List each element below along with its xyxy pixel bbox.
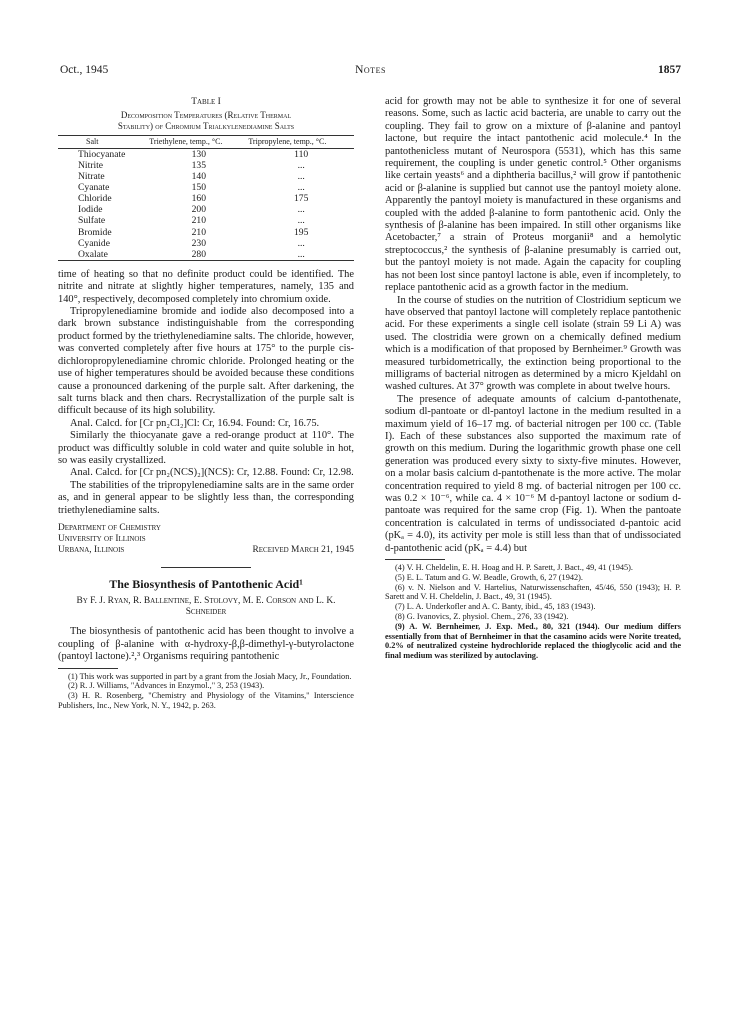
table-row [58,249,354,261]
col-header-tripropylene: Tripropylene, temp., °C. [248,136,354,149]
col-header-salt: Salt [58,136,149,149]
table-cell-salt: Chloride [78,193,112,205]
table-caption: Decomposition Temperatures (Relative Thermal Stability) of Chromium Trialkylenediamine Salts [117,110,295,132]
footnote: (2) R. J. Williams, "Advances in Enzymol.," 3, 253 (1943). [68,681,265,691]
article-title: The Biosynthesis of Pantothenic Acid¹ [109,576,303,591]
table-row [58,215,354,226]
body-paragraph: acid for growth may not be able to synthesize it for one of several reasons. Some, such as lactic acid bacteria, are unable to carry out the coupling. They fail to grow on a mixture of β-alanine and pantoyl lactone, but require the intact pantothenic acid molecule.⁴ In the pantothenicless mutant of Neurospora (5531), which has this same requirement, the coupling is under genetic control.⁵ Other organisms like certain yeasts⁶ and a diphtheria bacillus,² will grow if pantothenic acid or β-alanine is supplied but cannot use the pantoyl moiety alone. Apparently the pantoyl moiety is manufactured in these organisms and coupled with the added β-alanine to form pantothenic acid. Only the synthesis of β-alanine has been impaired. In still other organisms like Acetobacter,⁷ a strain of Proteus morganii⁸ and a hemolytic streptococcus,² the synthesis of β-alanine presumably is carried out, but the pantoyl moiety is not made. Again the capacity for coupling has not been lost since pantoyl lactone is able, even if incompletely, to replace pantothenic acid as a growth factor in the medium. [385,96,681,294]
footnote: (9) A. W. Bernheimer, J. Exp. Med., 80, 321 (1944). Our medium differs essentially from that of Bernheimer in that the casamino acids were Norite treated, 0.2% of neutralized cysteine hydrochloride replaced the thioglycolic acid and the final medium was sterilized by autoclaving. [385,621,681,661]
table-cell-salt: Nitrate [78,171,105,183]
right-column [385,96,681,661]
table-row [58,204,354,215]
table-cell-salt: Cyanide [78,237,110,249]
table-cell-salt: Iodide [78,204,103,216]
table-row [58,171,354,182]
body-paragraph: The stabilities of the tripropylenediamine salts are in the same order as, and in general appear to be slightly less than, the corresponding triethylenediamine salts. [58,479,354,516]
footnote: (3) H. R. Rosenberg, "Chemistry and Physiology of the Vitamins," Interscience Publishers, Inc., New York, N. Y., 1942, p. 263. [58,691,354,710]
table-cell-tripropylene: ... [297,204,305,216]
page-header [60,64,681,80]
table-row [58,148,354,160]
table-cell-tripropylene: ... [297,215,305,227]
table-cell-salt: Thiocyanate [78,148,126,160]
university: University of Illinois [58,533,146,544]
page-number: 1857 [658,64,681,76]
department: Department of Chemistry [58,522,161,533]
intro-paragraph: The biosynthesis of pantothenic acid has been thought to involve a coupling of β-alanine with α-hydroxy-β,β-dimethyl-γ-butyrolactone (pantoyl lactone).²,³ Organisms requiring pantothenic [58,626,354,663]
footnote: (4) V. H. Cheldelin, E. H. Hoag and H. P. Sarett, J. Bact., 49, 41 (1945). [395,563,633,573]
table-cell-triethylene: 200 [191,204,206,216]
body-paragraph: Similarly the thiocyanate gave a red-orange product at 110°. The product was difficultly soluble in cold water and quite soluble in hot, so was easily crystallized. [58,430,354,466]
table-row [58,193,354,204]
analysis-paragraph: Anal. Calcd. for [Cr pn₂Cl₂]Cl: Cr, 16.94. Found: Cr, 16.75. [70,417,320,429]
table-row [58,227,354,238]
table-cell-triethylene: 130 [191,148,206,160]
left-column [58,96,354,711]
footnote: (5) E. L. Tatum and G. W. Beadle, Growth, 6, 27 (1942). [395,572,583,582]
col-header-triethylene: Triethylene, temp., °C. [149,136,248,149]
table-cell-salt: Oxalate [78,248,108,260]
table-cell-tripropylene: 110 [294,148,309,160]
table-cell-tripropylene: ... [297,160,305,171]
table-row [58,182,354,193]
footnote-divider [58,668,118,669]
table-cell-triethylene: 210 [191,215,206,227]
table-cell-tripropylene: 195 [293,226,309,238]
table-cell-triethylene: 280 [191,248,206,260]
table-cell-triethylene: 140 [191,171,206,183]
footnote: (6) v. N. Nielson and V. Hartelius, Naturwissenschaften, 45/46, 550 (1943); H. P. Sarett and V. H. Cheldelin, J. Bact., 49, 31 (1945). [385,582,681,602]
affiliation-block [58,523,354,556]
table-cell-triethylene: 160 [191,193,206,205]
analysis-paragraph: Anal. Calcd. for [Cr pn₂(NCS)₂](NCS): Cr, 12.88. Found: Cr, 12.98. [70,467,354,479]
body-paragraph: In the course of studies on the nutrition of Clostridium septicum we have observed that pantoyl lactone will completely replace pantothenic acid. For these experiments a single cell isolate (strain 59 Li A) was used. The clostridia were grown on a chemically defined medium which is a modification of that proposed by Bernheimer.⁹ Growth was measured turbidometrically, the extinction being proportional to the milligrams of bacterial nitrogen as determined by a micro Kjeldahl on washed cultures. At 37° growth was complete in about twelve hours. [385,294,681,393]
table-cell-tripropylene: 175 [293,193,309,205]
table-row [58,160,354,171]
footnote: (7) L. A. Underkofler and A. C. Banty, ibid., 45, 183 (1943). [395,602,596,612]
author-list: By F. J. Ryan, R. Ballentine, E. Stolovy, M. E. Corson and L. K. Schneider [76,596,336,618]
table-cell-triethylene: 230 [191,237,206,249]
decomposition-table [58,135,354,260]
table-cell-tripropylene: ... [297,171,305,183]
table-cell-salt: Cyanate [78,182,110,194]
section-divider [161,567,251,568]
body-paragraph: The presence of adequate amounts of calcium d-pantothenate, sodium dl-pantoate or dl-pantoyl lactone in the medium resulted in a maximum yield of 16–17 mg. of bacterial nitrogen per 100 cc. (Table I). Each of these substances also supported the maximum rate of growth on this medium. During the logarithmic growth phase one cell generation was produced every sixty to sixty-five minutes. However, on a molar basis calcium d-pantothenate is the more active. The molar concentration required to yield 8 mg. of bacterial nitrogen per 100 cc. was 0.2 × 10⁻⁶, while ca. 4 × 10⁻⁶ M d-pantoyl lactone or sodium d-pantoate was required for the same crop (Fig. 1). When the pantoate concentration is calculated in terms of undissociated d-pantoic acid (pKₐ = 4.0), its activity per mole is still less than that of undissociated d-pantothenic acid (pKₐ = 4.4) but [385,393,681,554]
footnote-divider [385,559,445,560]
footnote: (8) G. Ivanovics, Z. physiol. Chem., 276, 33 (1942). [395,612,569,622]
table-title: Table I [191,97,221,107]
body-paragraph: Tripropylenediamine bromide and iodide also decomposed into a dark brown substance indistinguishable from the corresponding product formed by the triethylenediamine salts. The chloride, however, was converted completely after five hours at 175° to the purple cis-dichloropropylenediamine chromic chloride. Prolonged heating or the use of higher temperatures should be avoided because these conditions cause a pronounced darkening of the purple salt. After darkening, the salt turns black and then chars. Recrystallization of the purple salt is difficult because of its high solubility. [58,306,354,417]
table-cell-salt: Nitrite [78,160,104,171]
table-cell-tripropylene: ... [297,237,305,249]
table-cell-salt: Bromide [78,226,112,238]
city: Urbana, Illinois [58,544,125,555]
table-cell-triethylene: 210 [191,226,206,238]
table-cell-tripropylene: ... [297,182,305,194]
received-date: Received March 21, 1945 [252,544,354,555]
issue-date: Oct., 1945 [60,64,109,76]
table-cell-triethylene: 150 [191,182,206,194]
table-body [58,148,354,260]
table-cell-salt: Sulfate [78,215,106,227]
section-title: Notes [355,64,386,76]
footnote: (1) This work was supported in part by a grant from the Josiah Macy, Jr., Foundation. [68,671,352,681]
body-paragraph: time of heating so that no definite product could be identified. The nitrite and nitrate at slightly higher temperatures, namely, 135 and 140°, respectively, decomposed completely into chromium oxide. [58,268,354,305]
table-row [58,238,354,249]
table-cell-tripropylene: ... [297,248,305,260]
table-cell-triethylene: 135 [191,160,206,171]
